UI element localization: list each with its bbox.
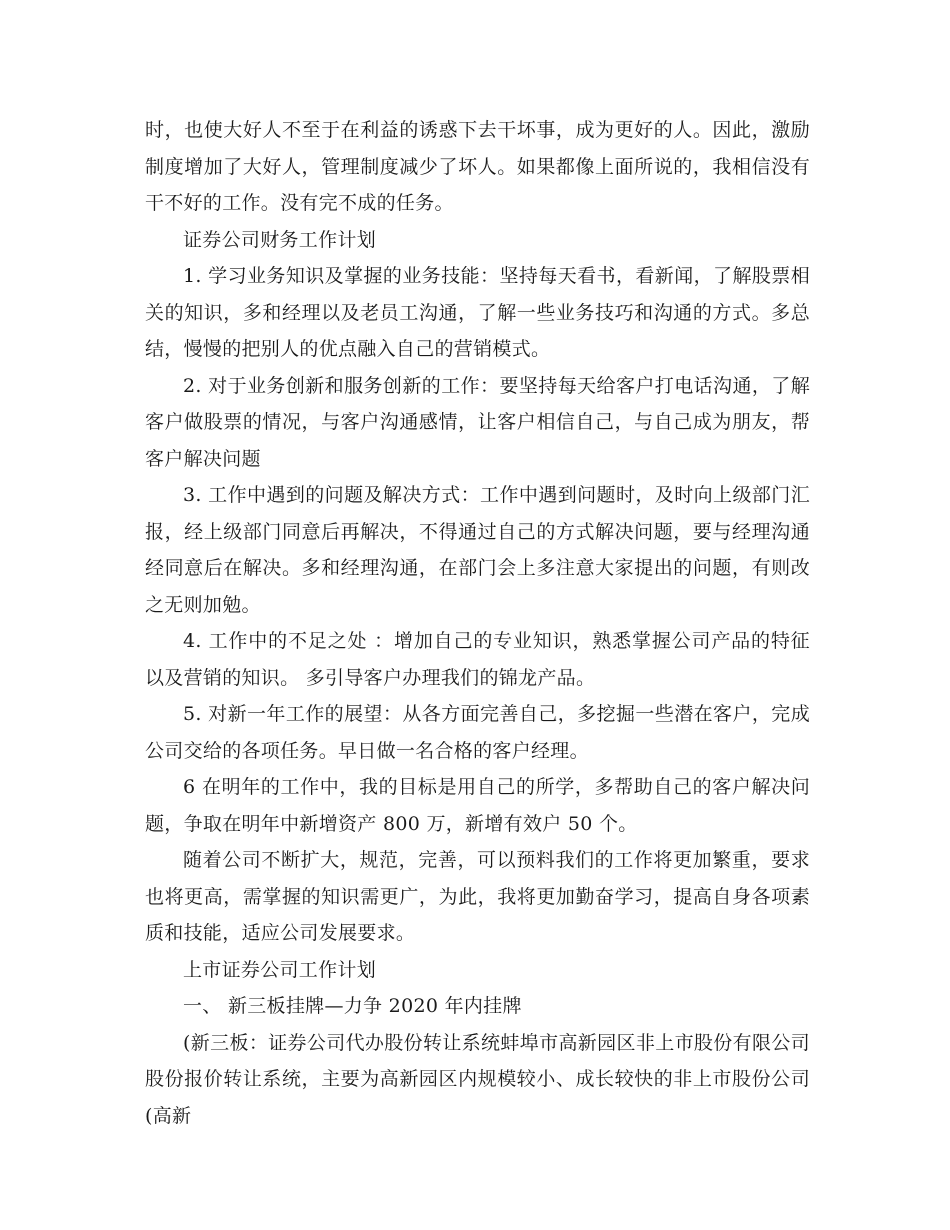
list-item-3: 3. 工作中遇到的问题及解决方式：工作中遇到问题时，及时向上级部门汇报，经上级部门同意后再解决，不得通过自己的方式解决问题，要与经理沟通经同意后在解决。多和经理沟通，在部门会上多注意大家提出的问题，有则改之无则加勉。 — [145, 484, 810, 616]
document-body — [145, 112, 810, 1134]
paragraph-outlook: 随着公司不断扩大，规范，完善，可以预料我们的工作将更加繁重，要求也将更高，需掌握的知识需更广，为此，我将更加勤奋学习，提高自身各项素质和技能，适应公司发展要求。 — [145, 849, 810, 944]
subheading-new-third-board: 一、 新三板挂牌—力争 2020 年内挂牌 — [183, 995, 522, 1017]
list-item-2: 2. 对于业务创新和服务创新的工作：要坚持每天给客户打电话沟通，了解客户做股票的情况，与客户沟通感情，让客户相信自己，与自己成为朋友，帮客户解决问题 — [145, 374, 810, 470]
section-heading-listed-plan: 上市证券公司工作计划 — [183, 958, 377, 981]
list-item-4: 4. 工作中的不足之处 ：增加自己的专业知识，熟悉掌握公司产品的特征以及营销的知识。 多引导客户办理我们的锦龙产品。 — [145, 630, 810, 689]
section-heading-finance-plan: 证券公司财务工作计划 — [183, 228, 377, 251]
list-item-5: 5. 对新一年工作的展望：从各方面完善自己，多挖掘一些潜在客户，完成公司交给的各项任务。早日做一名合格的客户经理。 — [145, 703, 810, 762]
paragraph-new-third-board: (新三板：证券公司代办股份转让系统蚌埠市高新园区非上市股份有限公司股份报价转让系统，主要为高新园区内规模较小、成长较快的非上市股份公司(高新 — [145, 1031, 810, 1127]
list-item-6: 6 在明年的工作中，我的目标是用自己的所学，多帮助自己的客户解决问题，争取在明年中新增资产 800 万，新增有效户 50 个。 — [145, 776, 810, 835]
paragraph-continuation: 时，也使大好人不至于在利益的诱惑下去干坏事，成为更好的人。因此，激励制度增加了大好人，管理制度减少了坏人。如果都像上面所说的，我相信没有干不好的工作。没有完不成的任务。 — [145, 119, 810, 214]
list-item-1: 1. 学习业务知识及掌握的业务技能：坚持每天看书，看新闻，了解股票相关的知识，多和经理以及老员工沟通，了解一些业务技巧和沟通的方式。多总结，慢慢的把别人的优点融入自己的营销模式。 — [145, 265, 810, 360]
